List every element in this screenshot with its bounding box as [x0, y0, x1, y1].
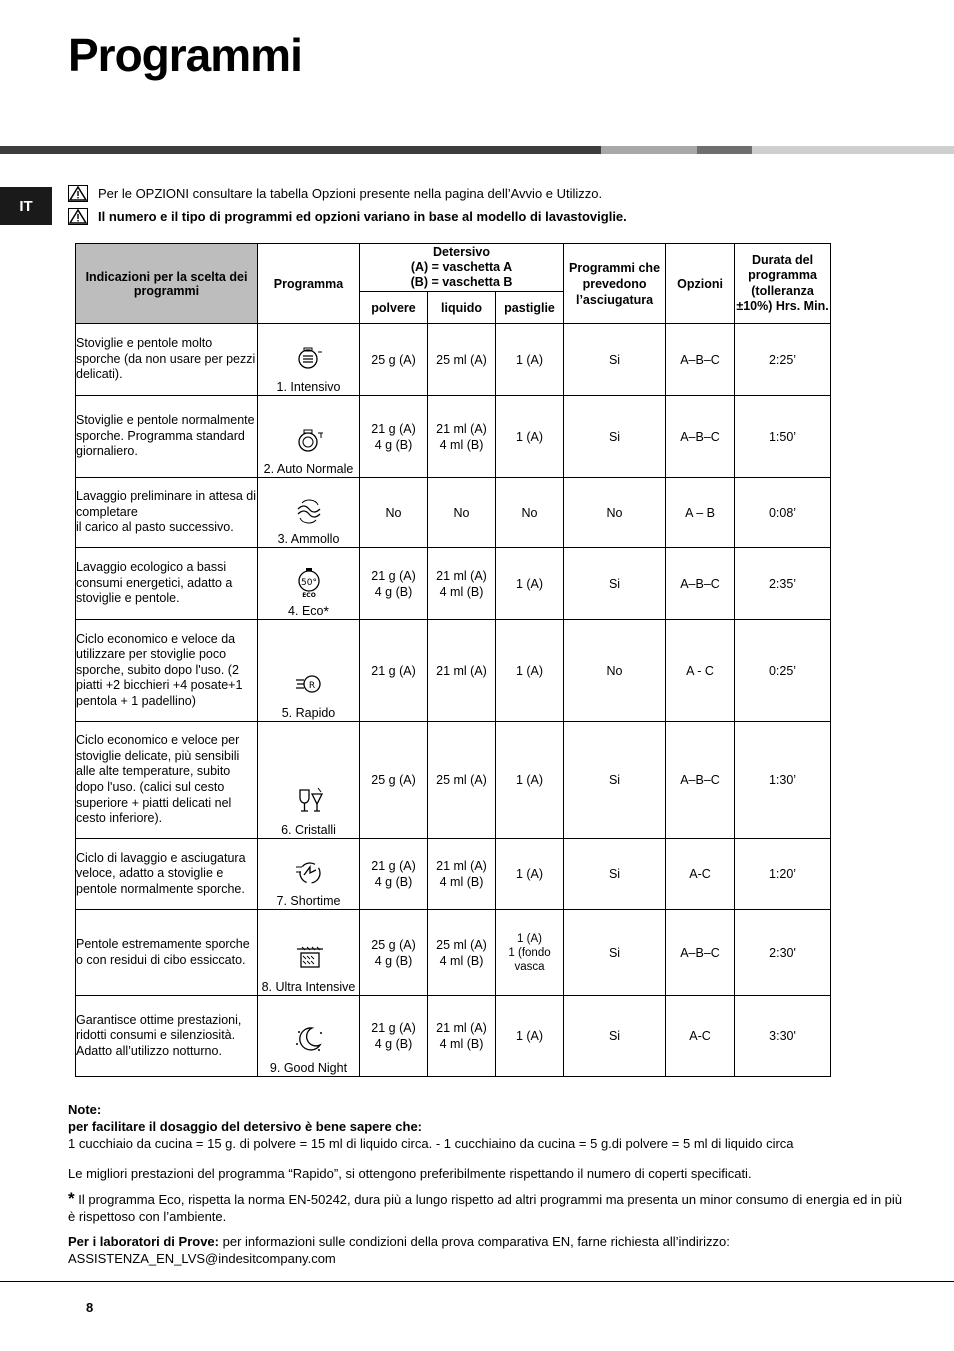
row-program: [258, 324, 360, 396]
header-bar-mid: [697, 146, 752, 154]
warning-options: [68, 185, 602, 202]
header-drying: Programmi che prevedono l’asciugatura: [564, 244, 666, 324]
program-name: 9. Good Night: [269, 1061, 348, 1075]
soak-icon: [294, 495, 324, 525]
row-liquid: 21 ml (A) 4 ml (B): [428, 548, 496, 620]
rapid-icon: [294, 669, 324, 699]
row-options: A–B–C: [666, 722, 735, 839]
row-options: A – B: [666, 478, 735, 548]
row-drying: Si: [564, 910, 666, 996]
notes-email: ASSISTENZA_EN_LVS@indesitcompany.com: [68, 1251, 336, 1266]
row-powder: 21 g (A) 4 g (B): [360, 548, 428, 620]
eco-50-icon: [294, 567, 324, 597]
table-row: [76, 548, 831, 620]
program-name: 3. Ammollo: [277, 532, 340, 546]
row-powder: 25 g (A): [360, 722, 428, 839]
row-program: [258, 396, 360, 478]
row-tablets: 1 (A): [496, 548, 564, 620]
shortime-icon: [294, 857, 324, 887]
header-bar-dark: [0, 146, 601, 154]
row-description: Stoviglie e pentole molto sporche (da non usare per pezzi delicati).: [76, 324, 258, 396]
row-drying: Si: [564, 839, 666, 910]
page-title: Programmi: [68, 29, 302, 81]
row-description: Stoviglie e pentole normalmente sporche. Programma standard giornaliero.: [76, 396, 258, 478]
row-program: [258, 722, 360, 839]
program-name: 1. Intensivo: [276, 380, 341, 394]
row-tablets: 1 (A): [496, 324, 564, 396]
page-number: 8: [86, 1300, 94, 1315]
program-name: 7. Shortime: [276, 894, 341, 908]
row-program: [258, 620, 360, 722]
program-name: 2. Auto Normale: [263, 462, 354, 476]
table-row: [76, 396, 831, 478]
warning-triangle-icon: [68, 185, 88, 202]
notes-section: [68, 1101, 908, 1267]
program-name: 8. Ultra Intensive: [261, 980, 356, 994]
row-powder: 21 g (A) 4 g (B): [360, 839, 428, 910]
row-tablets: 1 (A): [496, 396, 564, 478]
row-duration: 1:50’: [735, 396, 831, 478]
header-tablets: pastiglie: [496, 292, 564, 324]
row-options: A-C: [666, 839, 735, 910]
header-program: Programma: [258, 244, 360, 324]
row-duration: 0:25’: [735, 620, 831, 722]
footer-rule: [0, 1281, 954, 1282]
row-liquid: No: [428, 478, 496, 548]
language-tab: IT: [0, 187, 52, 225]
row-tablets: 1 (A): [496, 839, 564, 910]
row-duration: 1:30’: [735, 722, 831, 839]
row-description: Ciclo economico e veloce da utilizzare per stoviglie poco sporche, subito dopo l'uso. (2 piatti +2 bicchieri +4 posate+1 pentola + 1 padellino): [76, 620, 258, 722]
table-row: [76, 839, 831, 910]
ultra-intensive-icon: [294, 943, 324, 973]
row-description: Ciclo di lavaggio e asciugatura veloce, adatto a stoviglie e pentole normalmente sporche.: [76, 839, 258, 910]
good-night-moon-icon: [294, 1024, 324, 1054]
warning-text: Il numero e il tipo di programmi ed opzioni variano in base al modello di lavastoviglie.: [98, 209, 627, 224]
header-detergent: Detersivo (A) = vaschetta A (B) = vaschetta B: [360, 244, 564, 292]
row-options: A-C: [666, 996, 735, 1077]
row-drying: Si: [564, 396, 666, 478]
row-description: Garantisce ottime prestazioni, ridotti consumi e silenziosità. Adatto all’utilizzo notturno.: [76, 996, 258, 1077]
row-tablets: 1 (A) 1 (fondo vasca: [496, 910, 564, 996]
warning-text: Per le OPZIONI consultare la tabella Opzioni presente nella pagina dell’Avvio e Utilizzo.: [98, 186, 603, 201]
row-options: A–B–C: [666, 396, 735, 478]
intensive-pot-icon: [294, 343, 324, 373]
row-duration: 3:30': [735, 996, 831, 1077]
row-duration: 2:25’: [735, 324, 831, 396]
row-powder: 25 g (A): [360, 324, 428, 396]
row-tablets: 1 (A): [496, 620, 564, 722]
svg-text:R: R: [308, 681, 315, 691]
row-options: A–B–C: [666, 910, 735, 996]
table-row: [76, 722, 831, 839]
notes-dosage: 1 cucchiaio da cucina = 15 g. di polvere = 15 ml di liquido circa. - 1 cucchiaino da cucina = 5 g.di polvere = 5 ml di liquido circa: [68, 1136, 794, 1151]
programs-table: [75, 243, 831, 1077]
svg-text:50°: 50°: [300, 578, 317, 588]
header-duration: Durata del programma (tolleranza ±10%) Hrs. Min.: [735, 244, 831, 324]
row-program: [258, 839, 360, 910]
row-drying: Si: [564, 996, 666, 1077]
row-options: A - C: [666, 620, 735, 722]
row-drying: No: [564, 620, 666, 722]
header-bar-light: [601, 146, 697, 154]
row-program: [258, 478, 360, 548]
row-program: [258, 548, 360, 620]
row-liquid: 21 ml (A) 4 ml (B): [428, 396, 496, 478]
header-powder: polvere: [360, 292, 428, 324]
table-row: [76, 324, 831, 396]
row-drying: Si: [564, 548, 666, 620]
row-powder: No: [360, 478, 428, 548]
row-drying: Si: [564, 722, 666, 839]
warning-models: [68, 208, 627, 225]
row-program: [258, 996, 360, 1077]
row-powder: 21 g (A) 4 g (B): [360, 996, 428, 1077]
header-bar-pale: [752, 146, 954, 154]
row-tablets: No: [496, 478, 564, 548]
notes-subheading: per facilitare il dosaggio del detersivo è bene sapere che:: [68, 1119, 423, 1134]
notes-rapid: Le migliori prestazioni del programma “Rapido”, si ottengono preferibilmente rispettando il numero di coperti specificati.: [68, 1166, 752, 1181]
program-star: *: [323, 603, 329, 619]
row-description: Pentole estremamente sporche o con residui di cibo essiccato.: [76, 910, 258, 996]
program-name: 6. Cristalli: [281, 823, 336, 837]
table-row: [76, 910, 831, 996]
row-description: Ciclo economico e veloce per stoviglie delicate, più sensibili alle alte temperature, subito dopo l'uso. (calici sul cesto superiore + piatti delicati nel cesto inferiore).: [76, 722, 258, 839]
header-options: Opzioni: [666, 244, 735, 324]
table-row: [76, 996, 831, 1077]
row-options: A–B–C: [666, 548, 735, 620]
row-liquid: 25 ml (A): [428, 324, 496, 396]
row-program: [258, 910, 360, 996]
header-liquid: liquido: [428, 292, 496, 324]
table-row: [76, 478, 831, 548]
program-name: 4. Eco: [288, 604, 324, 618]
row-description: Lavaggio preliminare in attesa di completare il carico al pasto successivo.: [76, 478, 258, 548]
row-liquid: 25 ml (A): [428, 722, 496, 839]
warning-triangle-icon: [68, 208, 88, 225]
row-liquid: 21 ml (A): [428, 620, 496, 722]
row-liquid: 25 ml (A) 4 ml (B): [428, 910, 496, 996]
row-powder: 21 g (A) 4 g (B): [360, 396, 428, 478]
header-indications: Indicazioni per la scelta dei programmi: [76, 244, 258, 324]
svg-text:ECO: ECO: [301, 592, 316, 597]
row-description: Lavaggio ecologico a bassi consumi energetici, adatto a stoviglie e pentole.: [76, 548, 258, 620]
row-tablets: 1 (A): [496, 722, 564, 839]
row-liquid: 21 ml (A) 4 ml (B): [428, 839, 496, 910]
row-powder: 21 g (A): [360, 620, 428, 722]
auto-pot-icon: [294, 425, 324, 455]
glasses-icon: [294, 786, 324, 816]
notes-labs: Per i laboratori di Prove: per informazioni sulle condizioni della prova comparativa EN, farne richiesta all’indirizzo:: [68, 1234, 730, 1249]
row-tablets: 1 (A): [496, 996, 564, 1077]
row-duration: 2:30': [735, 910, 831, 996]
row-powder: 25 g (A) 4 g (B): [360, 910, 428, 996]
notes-heading: Note:: [68, 1102, 102, 1117]
row-duration: 2:35’: [735, 548, 831, 620]
row-duration: 0:08’: [735, 478, 831, 548]
row-drying: No: [564, 478, 666, 548]
program-name: 5. Rapido: [281, 706, 336, 720]
row-drying: Si: [564, 324, 666, 396]
row-options: A–B–C: [666, 324, 735, 396]
table-row: [76, 620, 831, 722]
row-duration: 1:20’: [735, 839, 831, 910]
row-liquid: 21 ml (A) 4 ml (B): [428, 996, 496, 1077]
notes-eco: * Il programma Eco, rispetta la norma EN-50242, dura più a lungo rispetto ad altri programmi ma presenta un minor consumo di energia ed in più è rispettoso con l’ambiente.: [68, 1189, 903, 1224]
